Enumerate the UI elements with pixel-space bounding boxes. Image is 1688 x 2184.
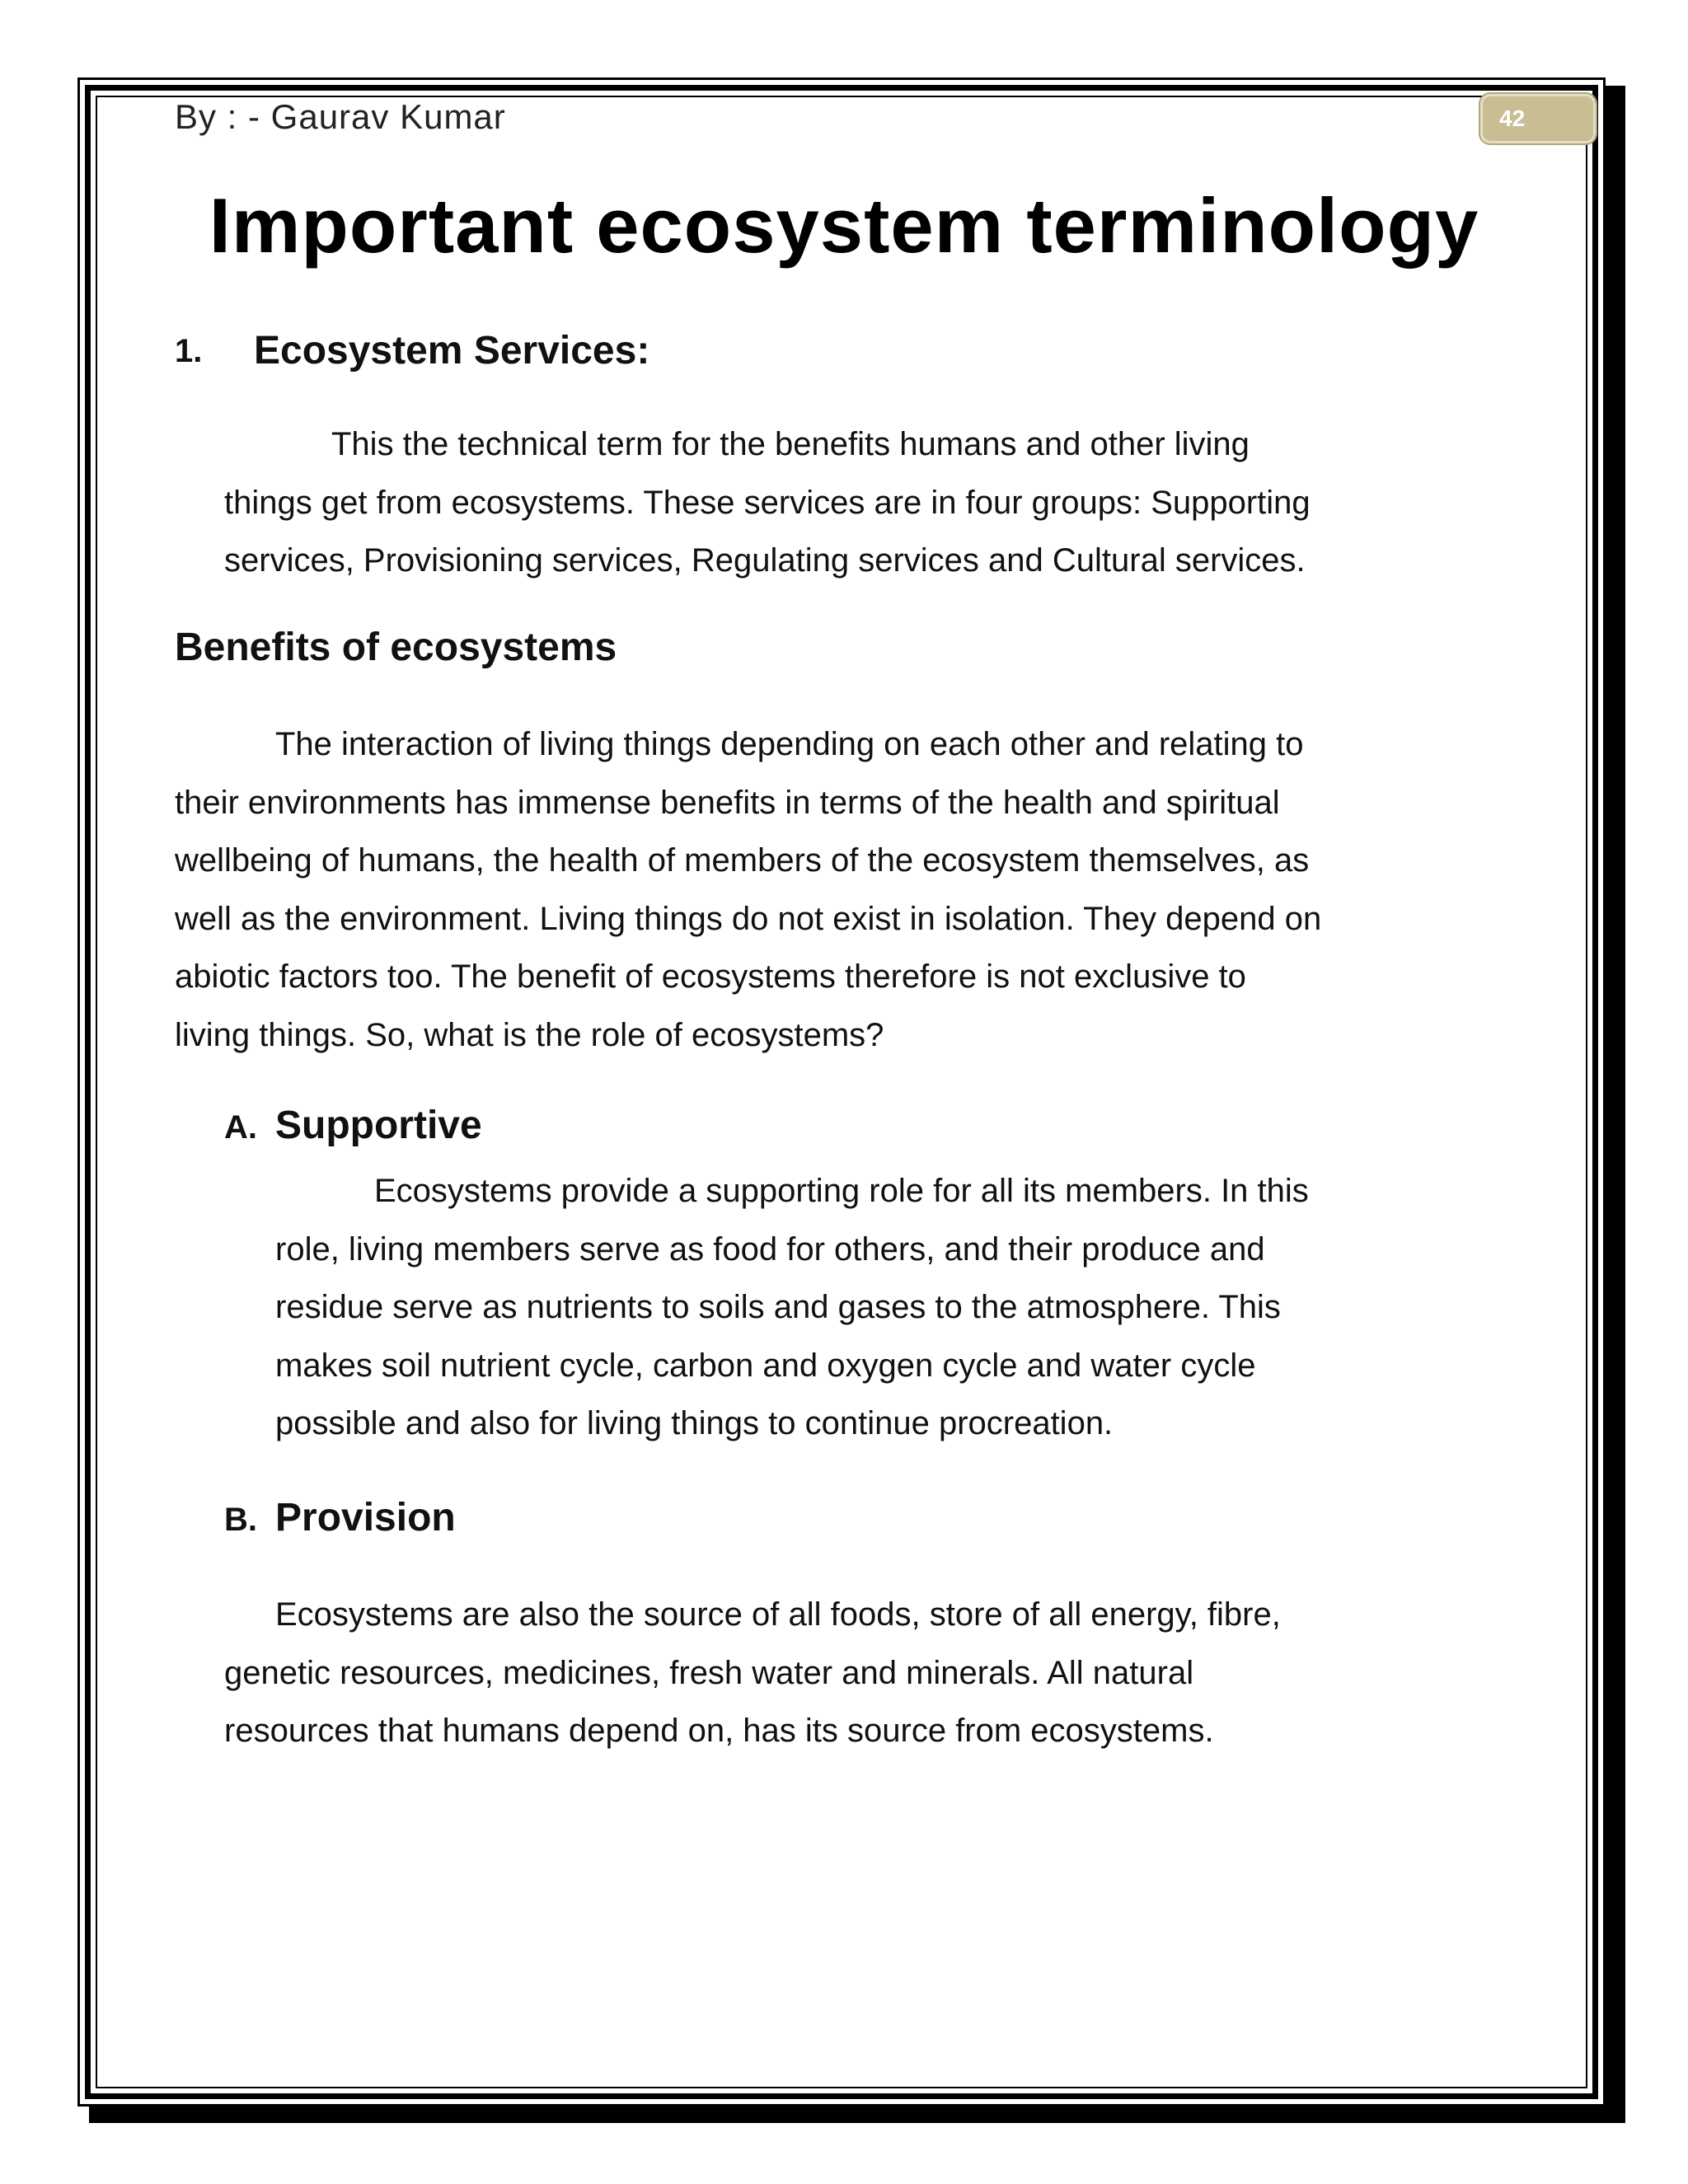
paragraph-line: resources that humans depend on, has its source from ecosystems. — [224, 1713, 1214, 1749]
paragraph-line: possible and also for living things to continue procreation. — [275, 1405, 1114, 1441]
subsection-letter: B. — [224, 1502, 257, 1538]
section-number: 1. — [175, 333, 203, 369]
paragraph-line: Ecosystems provide a supporting role for all its members. In this — [374, 1173, 1309, 1209]
ecosystem-services-paragraph — [224, 415, 1311, 590]
subsection-heading-provision: Provision — [275, 1496, 456, 1540]
paragraph-line: This the technical term for the benefits humans and other living — [331, 426, 1250, 462]
page-border-inner — [85, 85, 1598, 2099]
author-line: By : - Gaurav Kumar — [175, 97, 506, 136]
paragraph-line: makes soil nutrient cycle, carbon and oxygen cycle and water cycle — [275, 1347, 1256, 1384]
provision-paragraph — [224, 1586, 1281, 1760]
paragraph-line: their environments has immense benefits in terms of the health and spiritual — [175, 784, 1280, 821]
subsection-heading-supportive: Supportive — [275, 1104, 482, 1147]
paragraph-line: Ecosystems are also the source of all foods, store of all energy, fibre, — [275, 1596, 1281, 1633]
page-border-innermost — [96, 96, 1587, 2088]
paragraph-line: services, Provisioning services, Regulating services and Cultural services. — [224, 542, 1306, 579]
page-number: 42 — [1499, 105, 1526, 131]
paragraph-line: residue serve as nutrients to soils and gases to the atmosphere. This — [275, 1289, 1281, 1325]
paragraph-line: abiotic factors too. The benefit of ecosystems therefore is not exclusive to — [175, 958, 1246, 995]
paragraph-line: The interaction of living things depending on each other and relating to — [275, 726, 1304, 762]
subsection-letter: A. — [224, 1109, 257, 1146]
supportive-paragraph — [275, 1162, 1309, 1453]
paragraph-line: wellbeing of humans, the health of members of the ecosystem themselves, as — [175, 842, 1310, 879]
section-heading-ecosystem-services: Ecosystem Services: — [254, 329, 650, 373]
paragraph-line: well as the environment. Living things do not exist in isolation. They depend on — [175, 900, 1322, 937]
paragraph-line: genetic resources, medicines, fresh water and minerals. All natural — [224, 1654, 1194, 1691]
paragraph-line: role, living members serve as food for others, and their produce and — [275, 1230, 1265, 1268]
benefits-paragraph — [175, 715, 1321, 1064]
section-heading-benefits: Benefits of ecosystems — [175, 626, 617, 669]
page-number-badge — [1480, 94, 1596, 143]
page-border — [77, 77, 1606, 2107]
paragraph-line: things get from ecosystems. These services are in four groups: Supporting — [224, 484, 1311, 521]
paragraph-line: living things. So, what is the role of ecosystems? — [175, 1016, 884, 1053]
page-title: Important ecosystem terminology — [209, 182, 1479, 269]
